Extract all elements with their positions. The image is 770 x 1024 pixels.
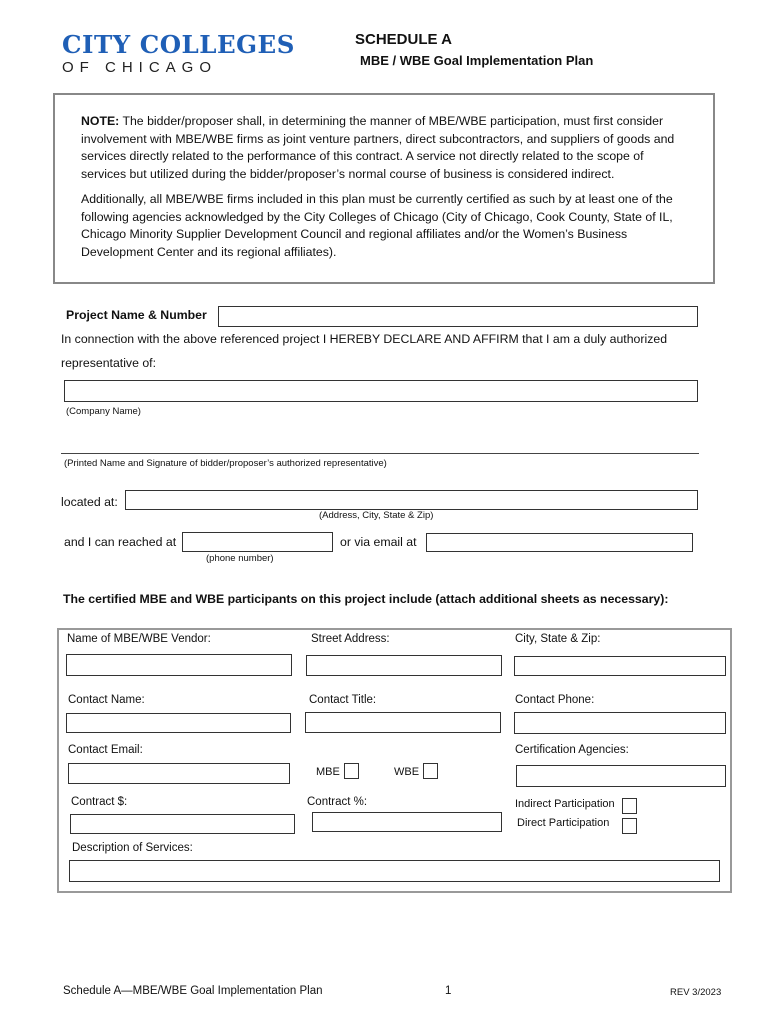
- phone-input[interactable]: [182, 532, 333, 552]
- cert-label: Certification Agencies:: [515, 744, 629, 756]
- signature-line[interactable]: [61, 453, 699, 454]
- contract-amount-label: Contract $:: [71, 796, 128, 808]
- page-number: 1: [445, 985, 452, 997]
- indirect-label: Indirect Participation: [515, 798, 615, 810]
- wbe-label: WBE: [394, 766, 420, 778]
- company-input[interactable]: [64, 380, 698, 402]
- contact-email-label: Contact Email:: [68, 744, 143, 756]
- contract-pct-label: Contract %:: [307, 796, 368, 808]
- vendor-name-label: Name of MBE/WBE Vendor:: [67, 633, 211, 645]
- signature-caption: (Printed Name and Signature of bidder/proposer’s authorized representative): [64, 458, 387, 469]
- description-label: Description of Services:: [72, 842, 193, 854]
- contact-title-label: Contact Title:: [309, 694, 377, 706]
- contact-name-label: Contact Name:: [68, 694, 145, 706]
- contact-phone-input[interactable]: [514, 712, 726, 734]
- direct-checkbox[interactable]: [622, 818, 637, 834]
- footer-title: Schedule A—MBE/WBE Goal Implementation Plan: [63, 985, 323, 997]
- page-subtitle: MBE / WBE Goal Implementation Plan: [360, 53, 594, 68]
- street-label: Street Address:: [311, 633, 390, 645]
- revision: REV 3/2023: [670, 987, 722, 998]
- note-box: [53, 93, 715, 284]
- participants-heading: The certified MBE and WBE participants on this project include (attach additional sheets as necessary):: [63, 592, 669, 606]
- vendor-name-input[interactable]: [66, 654, 292, 676]
- contact-phone-label: Contact Phone:: [515, 694, 595, 706]
- contract-amount-input[interactable]: [70, 814, 295, 834]
- project-input[interactable]: [218, 306, 698, 327]
- project-label: Project Name & Number: [66, 308, 207, 322]
- street-input[interactable]: [306, 655, 502, 676]
- phone-caption: (phone number): [206, 553, 274, 564]
- company-caption: (Company Name): [66, 406, 141, 417]
- description-input[interactable]: [69, 860, 720, 882]
- logo-of-chicago: OF CHICAGO: [62, 59, 218, 76]
- logo-city-colleges: CITY COLLEGES: [62, 30, 295, 59]
- contract-pct-input[interactable]: [312, 812, 502, 832]
- email-label: or via email at: [340, 535, 417, 549]
- contact-name-input[interactable]: [66, 713, 291, 733]
- city-label: City, State & Zip:: [515, 633, 601, 645]
- note-text-1: The bidder/proposer shall, in determining the manner of MBE/WBE participation, must first consider involvement with MBE/WBE firms as joint venture partners, direct subcontractors, and suppliers of goods and services directly related to the performance of this contract. A service not directly related to the scope of services but utilized during the bidder/proposer’s normal course of business is considered indirect.: [81, 114, 675, 181]
- wbe-checkbox[interactable]: [423, 763, 438, 779]
- note-label: NOTE:: [81, 114, 120, 128]
- contact-email-input[interactable]: [68, 763, 290, 784]
- address-caption: (Address, City, State & Zip): [319, 510, 434, 521]
- declare-text-2: representative of:: [61, 356, 157, 370]
- declare-text: In connection with the above referenced project I HEREBY DECLARE AND AFFIRM that I am a duly authorized: [61, 332, 668, 346]
- mbe-label: MBE: [316, 766, 340, 778]
- indirect-checkbox[interactable]: [622, 798, 637, 814]
- address-input[interactable]: [125, 490, 698, 510]
- located-label: located at:: [61, 495, 118, 509]
- email-input[interactable]: [426, 533, 693, 552]
- note-text-2: Additionally, all MBE/WBE firms included in this plan must be currently certified as such by at least one of the following agencies acknowledged by the City Colleges of Chicago (City of Chicago, Cook County, State of IL, Chicago Minority Supplier Development Council and regional affiliates and/or the Women’s Business Development Center and its regional affiliates).: [81, 192, 673, 259]
- page-title: SCHEDULE A: [355, 31, 452, 48]
- mbe-checkbox[interactable]: [344, 763, 359, 779]
- direct-label: Direct Participation: [517, 817, 610, 829]
- contact-title-input[interactable]: [305, 712, 501, 733]
- city-input[interactable]: [514, 656, 726, 676]
- cert-input[interactable]: [516, 765, 726, 787]
- reach-label: and I can reached at: [64, 535, 177, 549]
